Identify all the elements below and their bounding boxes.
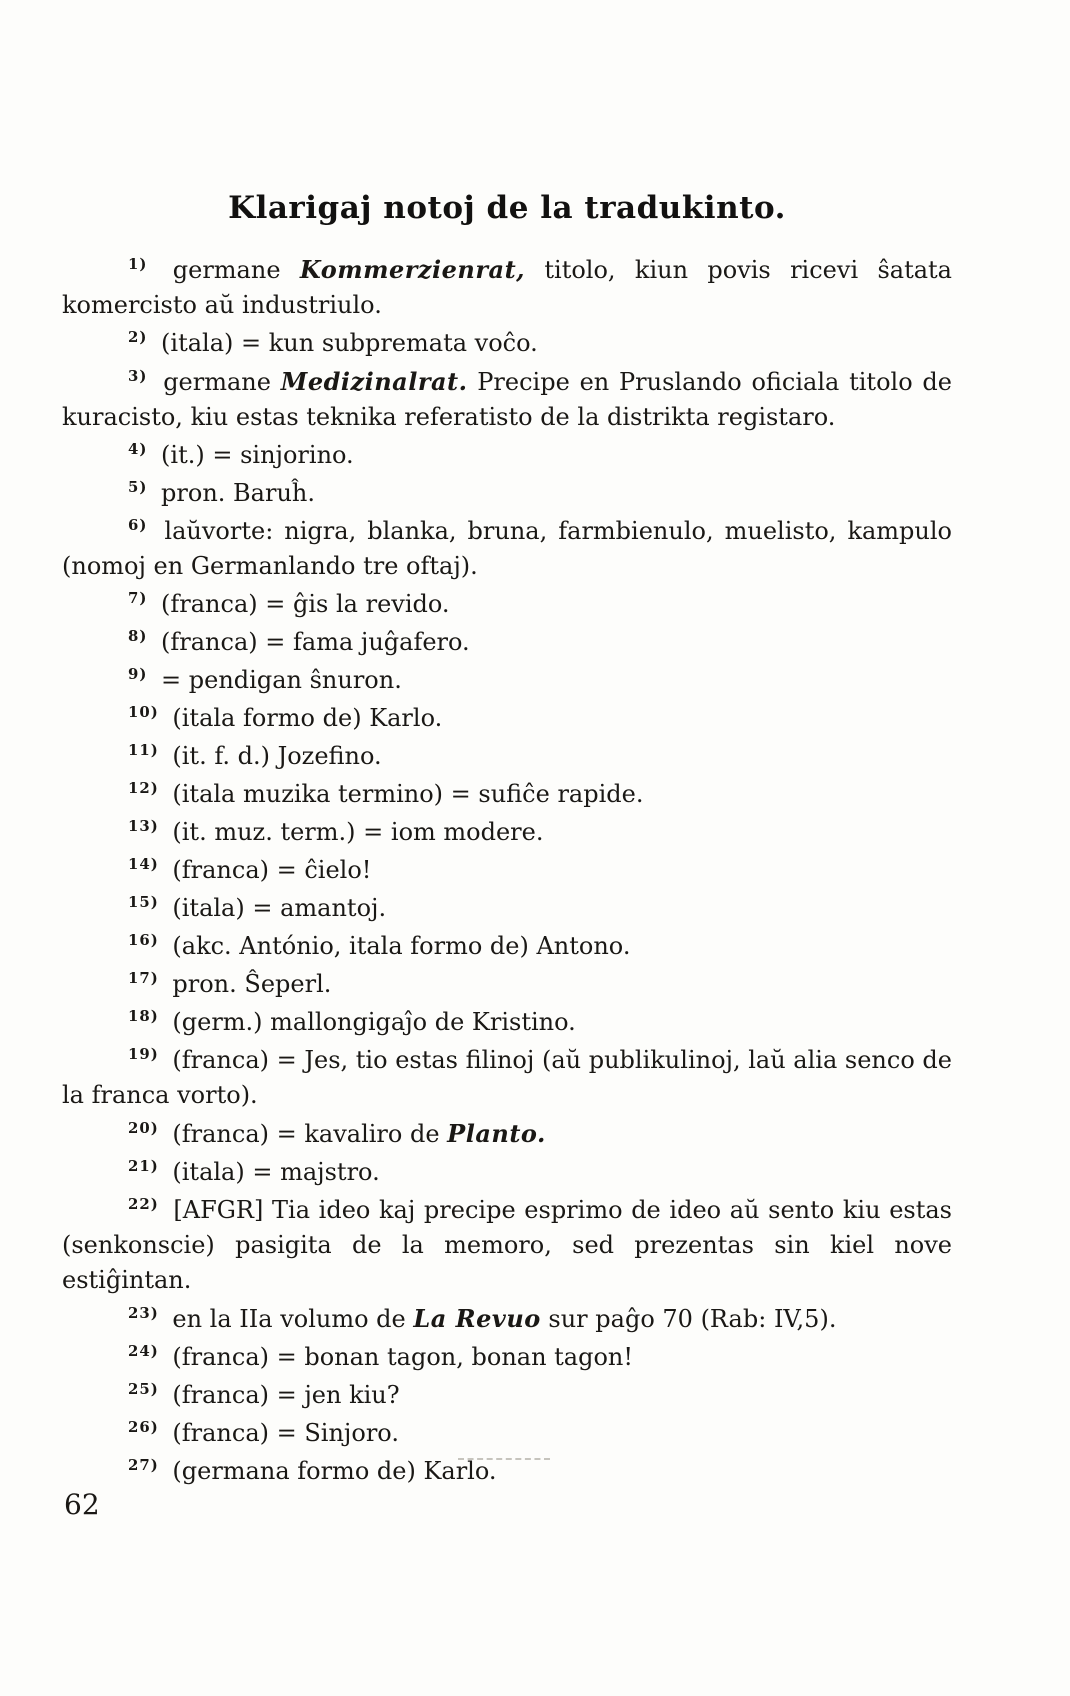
footnote-number: 13) <box>128 817 159 835</box>
footnote-text: (itala) = kun subpremata voĉo. <box>161 329 538 357</box>
footnote-text: (itala muzika termino) = sufiĉe rapide. <box>172 780 644 808</box>
footnote-number: 7) <box>128 589 148 607</box>
footnote-25 <box>62 1378 952 1413</box>
footnote-number: 23) <box>128 1304 159 1322</box>
footnote-text: (germana formo de) Karlo. <box>172 1457 497 1485</box>
footnote-2 <box>62 326 952 361</box>
footnote-26 <box>62 1416 952 1451</box>
footnote-number: 27) <box>128 1456 159 1474</box>
footnote-number: 15) <box>128 893 159 911</box>
footnote-number: 18) <box>128 1007 159 1025</box>
footnote-9 <box>62 663 952 698</box>
footnote-text: (itala) = majstro. <box>172 1158 380 1186</box>
footnote-4 <box>62 438 952 473</box>
footnote-3 <box>62 364 952 435</box>
footnote-number: 17) <box>128 969 159 987</box>
footnote-text: Precipe en Pruslando oficiala titolo de kuracisto, kiu estas teknika referatisto de la distrikta registaro. <box>62 368 952 431</box>
footnote-text: pron. Baruĥ. <box>161 479 315 507</box>
footnote-number: 1) <box>128 255 148 273</box>
footnote-number: 16) <box>128 931 159 949</box>
footnote-19 <box>62 1043 952 1113</box>
footnote-16 <box>62 929 952 964</box>
footnote-text: Planto. <box>447 1119 546 1148</box>
footnote-17 <box>62 967 952 1002</box>
footnote-text: (franca) = ĉielo! <box>172 856 372 884</box>
footnote-number: 11) <box>128 741 159 759</box>
footnote-text: (itala) = amantoj. <box>172 894 387 922</box>
footnote-14 <box>62 853 952 888</box>
footnote-1 <box>62 252 952 323</box>
footnote-text: (franca) = bonan tagon, bonan tagon! <box>172 1343 634 1371</box>
footnote-15 <box>62 891 952 926</box>
text-block <box>62 190 952 1492</box>
footnote-20 <box>62 1116 952 1152</box>
footnote-text: (franca) = Jes, tio estas filinoj (aŭ publikulinoj, laŭ alia senco de la franca vorto). <box>62 1046 952 1109</box>
footnote-24 <box>62 1340 952 1375</box>
footnote-23 <box>62 1301 952 1337</box>
footnote-text: (germ.) mallongigaĵo de Kristino. <box>172 1008 576 1036</box>
footnote-text: en la IIa volumo de <box>172 1305 414 1333</box>
footnote-text: germane <box>163 368 281 396</box>
footnote-number: 24) <box>128 1342 159 1360</box>
footnote-12 <box>62 777 952 812</box>
footnote-text: = pendigan ŝnuron. <box>161 666 402 694</box>
footnote-number: 10) <box>128 703 159 721</box>
footnote-text: titolo, kiun povis ricevi ŝatata komercisto aŭ industriulo. <box>62 256 952 319</box>
footnote-text: (franca) = Sinjoro. <box>172 1419 399 1447</box>
footnote-text: (franca) = ĝis la revido. <box>161 590 450 618</box>
footnote-7 <box>62 587 952 622</box>
footnote-number: 6) <box>128 516 148 534</box>
footnote-text: (it. f. d.) Jozefino. <box>172 742 382 770</box>
footnote-text: (franca) = kavaliro de <box>172 1120 448 1148</box>
footnote-number: 19) <box>128 1045 159 1063</box>
footnote-5 <box>62 476 952 511</box>
scan-artifact-dashes <box>458 1458 550 1460</box>
footnote-text: (it.) = sinjorino. <box>161 441 354 469</box>
footnote-number: 5) <box>128 478 148 496</box>
footnote-text: pron. Ŝeperl. <box>172 970 332 998</box>
footnote-text: laŭvorte: nigra, blanka, bruna, farmbienulo, muelisto, kampulo (nomoj en Germanlando tre oftaj). <box>62 517 952 580</box>
footnote-18 <box>62 1005 952 1040</box>
footnote-number: 9) <box>128 665 148 683</box>
footnote-number: 22) <box>128 1195 159 1213</box>
footnote-text: (it. muz. term.) = iom modere. <box>172 818 544 846</box>
footnote-6 <box>62 514 952 584</box>
footnote-number: 26) <box>128 1418 159 1436</box>
footnote-number: 25) <box>128 1380 159 1398</box>
notes-list <box>62 252 952 1489</box>
footnote-text: (akc. António, itala formo de) Antono. <box>172 932 631 960</box>
footnote-13 <box>62 815 952 850</box>
footnote-text: Kommerzienrat, <box>299 255 526 284</box>
footnote-text: (itala formo de) Karlo. <box>172 704 443 732</box>
footnote-10 <box>62 701 952 736</box>
footnote-number: 4) <box>128 440 148 458</box>
footnote-8 <box>62 625 952 660</box>
footnote-22 <box>62 1193 952 1298</box>
page-number: 62 <box>64 1488 100 1521</box>
page-title: Klarigaj notoj de la tradukinto. <box>228 190 786 226</box>
footnote-text: [AFGR] Tia ideo kaj precipe esprimo de ideo aŭ sento kiu estas (senkonscie) pasigita de la memoro, sed prezentas sin kiel nove estiĝintan. <box>62 1196 952 1294</box>
footnote-21 <box>62 1155 952 1190</box>
footnote-number: 8) <box>128 627 148 645</box>
footnote-text: (franca) = fama juĝafero. <box>161 628 470 656</box>
footnote-text: La Revuo <box>413 1304 541 1333</box>
footnote-number: 3) <box>128 367 148 385</box>
footnote-text: Medizinalrat. <box>280 367 468 396</box>
footnote-11 <box>62 739 952 774</box>
footnote-text: germane <box>172 256 300 284</box>
footnote-number: 20) <box>128 1119 159 1137</box>
footnote-number: 2) <box>128 328 148 346</box>
footnote-number: 14) <box>128 855 159 873</box>
footnote-text: (franca) = jen kiu? <box>172 1381 400 1409</box>
footnote-number: 12) <box>128 779 159 797</box>
footnote-number: 21) <box>128 1157 159 1175</box>
footnote-text: sur paĝo 70 (Rab: IV,5). <box>540 1305 837 1333</box>
